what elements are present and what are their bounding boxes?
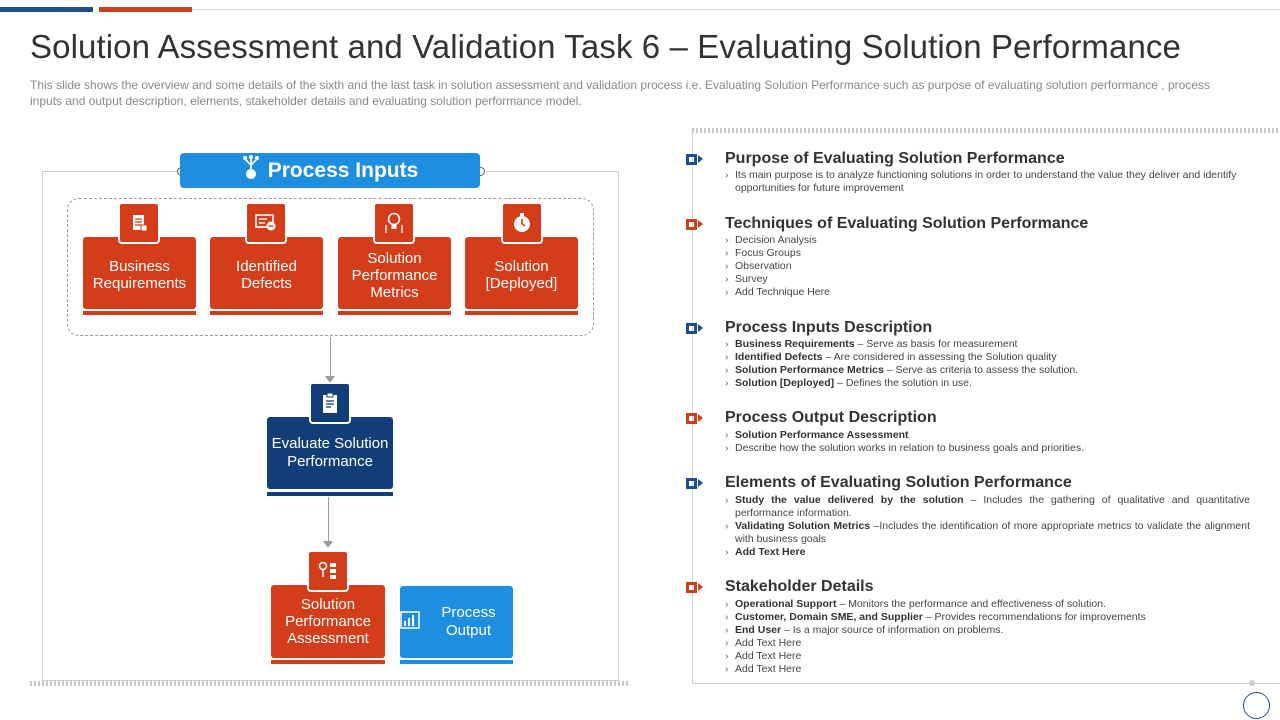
- bullet-item: › Identified Defects – Are considered in assessing the Solution quality: [725, 351, 1250, 364]
- section-body-process-output: [725, 429, 1250, 455]
- dotted-divider-bottom: [30, 681, 630, 686]
- input-card-label: Business Requirements: [92, 258, 187, 292]
- stopwatch-icon: [501, 202, 543, 244]
- bullet-square-red-icon: [686, 580, 703, 594]
- input-card-identified-defects: [210, 237, 323, 309]
- bullet-item: › Survey: [725, 273, 1250, 286]
- bullet-item: › Validating Solution Metrics –Includes the identification of more appropriate metrics to validate the alignment with business goals: [725, 520, 1250, 546]
- corner-dot: [1249, 680, 1255, 686]
- bullet-item: › Its main purpose is to analyze functioning solutions in order to understand the value they deliver and identify opportunities for future improvement: [725, 169, 1250, 195]
- flowchart-icon: [307, 550, 349, 592]
- bullet-item: › Study the value delivered by the solution – Includes the gathering of qualitative and quantitative performance information.: [725, 494, 1250, 520]
- bullet-item: › Observation: [725, 260, 1250, 273]
- connector-line: [330, 337, 331, 377]
- bullet-square-blue-icon: [686, 152, 703, 166]
- bullet-item: › Focus Groups: [725, 247, 1250, 260]
- arrow-down-icon: [323, 541, 333, 548]
- section-body-process-inputs: [725, 338, 1250, 390]
- section-title-purpose: Purpose of Evaluating Solution Performance: [725, 150, 1065, 167]
- bullet-item: › Describe how the solution works in relation to business goals and priorities.: [725, 442, 1250, 455]
- card-underline: [210, 311, 323, 315]
- bullet-square-blue-icon: [686, 476, 703, 490]
- card-underline: [400, 660, 513, 664]
- card-underline: [338, 311, 451, 315]
- bullet-item: › Solution Performance Assessment: [725, 429, 1250, 442]
- frame-top-right: [480, 171, 619, 172]
- section-title-process-output: Process Output Description: [725, 409, 937, 426]
- bullet-item: › Add Text Here: [725, 650, 1250, 663]
- evaluate-solution-performance-card: [267, 417, 393, 489]
- bullet-square-blue-icon: [686, 321, 703, 335]
- page-subtitle: This slide shows the overview and some details of the sixth and the last task in solution assessment and validation process i.e. Evaluating Solution Performance such as purpose of evaluating solution performance , process inputs and output description, elements, stakeholder details and evaluating solution performance model.: [30, 78, 1210, 108]
- bullet-item: › Customer, Domain SME, and Supplier – Provides recommendations for improvements: [725, 611, 1250, 624]
- section-body-purpose: [725, 169, 1250, 195]
- bullet-item: › Add Text Here: [725, 637, 1250, 650]
- process-inputs-label: Process Inputs: [267, 158, 419, 182]
- input-card-solution-performance-metrics: [338, 237, 451, 309]
- bullet-item: › Add Text Here: [725, 663, 1250, 676]
- input-card-label: Solution Performance Metrics: [351, 249, 438, 301]
- input-card-solution-deployed: [465, 237, 578, 309]
- bullet-square-red-icon: [686, 217, 703, 231]
- bullet-item: › Solution [Deployed] – Defines the solution in use.: [725, 377, 1250, 390]
- clipboard-icon: [309, 382, 351, 424]
- section-body-stakeholders: [725, 598, 1250, 676]
- defect-screen-icon: [245, 202, 287, 244]
- solution-performance-assessment-card: [271, 585, 385, 658]
- frame-top-left: [42, 171, 181, 172]
- network-tree-icon: [242, 155, 260, 187]
- page-title: Solution Assessment and Validation Task 6 – Evaluating Solution Performance: [30, 28, 1181, 65]
- process-output-card: [400, 586, 513, 658]
- bullet-item: › Add Technique Here: [725, 286, 1250, 299]
- bullet-item: › Solution Performance Metrics – Serve as criteria to assess the solution.: [725, 364, 1250, 377]
- bullet-item: › Add Text Here: [725, 546, 1250, 559]
- section-body-techniques: [725, 234, 1250, 299]
- document-list-icon: [118, 202, 160, 244]
- lightbulb-icon: [373, 202, 415, 244]
- card-underline: [83, 311, 196, 315]
- card-underline: [271, 660, 385, 664]
- bullet-item: › End User – Is a major source of information on problems.: [725, 624, 1250, 637]
- chart-icon: [400, 611, 420, 634]
- top-accent-red: [99, 7, 192, 12]
- section-title-stakeholders: Stakeholder Details: [725, 578, 874, 595]
- input-card-label: Solution [Deployed]: [485, 258, 558, 292]
- card-underline: [267, 492, 393, 496]
- top-divider: [192, 9, 1280, 10]
- bullet-square-red-icon: [686, 411, 703, 425]
- section-body-elements: [725, 494, 1250, 559]
- process-inputs-header: [180, 153, 480, 188]
- input-card-business-requirements: [83, 237, 196, 309]
- evaluate-label: Evaluate Solution Performance: [271, 435, 389, 470]
- slide-nav-circle[interactable]: [1243, 692, 1270, 719]
- assessment-label: Solution Performance Assessment: [285, 596, 371, 647]
- section-title-elements: Elements of Evaluating Solution Performance: [725, 474, 1072, 491]
- input-card-label: Identified Defects: [236, 258, 297, 292]
- section-title-techniques: Techniques of Evaluating Solution Performance: [725, 215, 1089, 232]
- bullet-item: › Decision Analysis: [725, 234, 1250, 247]
- card-underline: [465, 311, 578, 315]
- process-output-label: Process Output: [441, 604, 496, 639]
- bullet-item: › Operational Support – Monitors the performance and effectiveness of solution.: [725, 598, 1250, 611]
- top-accent-blue: [0, 7, 93, 12]
- section-title-process-inputs: Process Inputs Description: [725, 319, 933, 336]
- bullet-item: › Business Requirements – Serve as basis for measurement: [725, 338, 1250, 351]
- connector-line: [328, 497, 329, 542]
